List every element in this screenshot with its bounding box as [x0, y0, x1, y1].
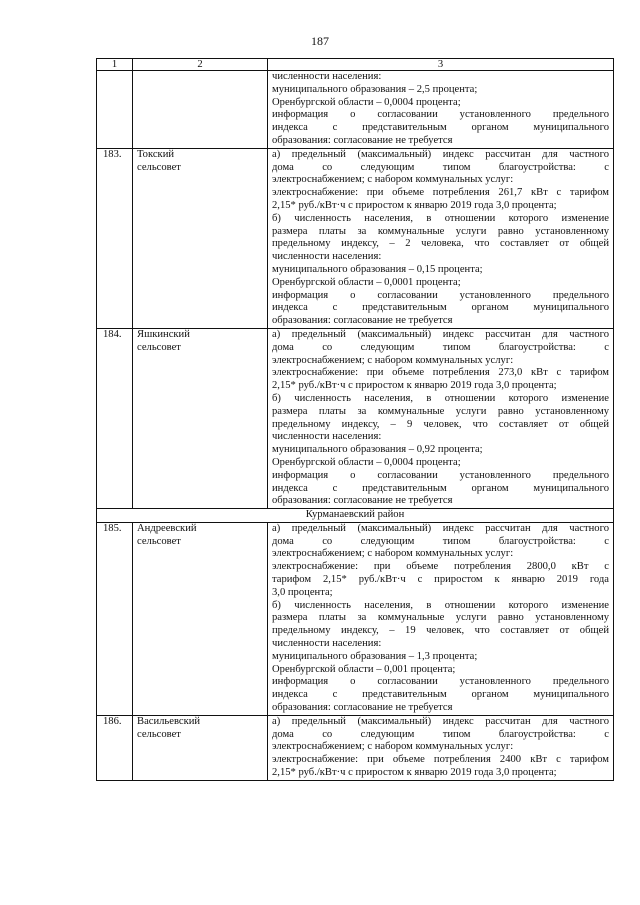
municipality-name-line: сельсовет: [137, 161, 181, 173]
description-line: индекса с представительным органом муниципального: [272, 302, 609, 314]
description-line: а) предельный (максимальный) индекс рассчитан для частного: [272, 148, 609, 160]
municipality-name-cell: [133, 71, 268, 149]
header-cell-1: 1: [97, 59, 133, 71]
description-line: индекса с представительным органом муниципального: [272, 689, 609, 701]
table-header-row: [97, 59, 614, 71]
table-row: [97, 715, 614, 780]
row-number: 185.: [97, 522, 133, 715]
description-line: муниципального образования – 1,3 процента;: [272, 650, 478, 662]
table-body: [97, 59, 614, 781]
description-cell: [268, 715, 614, 780]
district-row: [97, 509, 614, 523]
description-line: информация о согласовании установленного предельного: [272, 109, 609, 121]
description-line: дома со следующим типом благоустройства: с: [272, 535, 609, 547]
description-cell: [268, 71, 614, 149]
description-line: муниципального образования – 0,15 процента;: [272, 263, 483, 275]
page-number: 187: [311, 34, 329, 48]
municipality-name-line: сельсовет: [137, 341, 181, 353]
district-title: Курманаевский район: [97, 509, 614, 523]
description-line: 2,15* руб./кВт·ч с приростом к январю 2019 года 3,0 процента;: [272, 767, 557, 779]
municipality-name-line: сельсовет: [137, 728, 181, 740]
description-line: муниципального образования – 0,92 процента;: [272, 444, 483, 456]
description-line: электроснабжением; с набором коммунальных услуг:: [272, 741, 514, 753]
table-row: [97, 328, 614, 508]
description-line: Оренбургской области – 0,0004 процента;: [272, 456, 461, 468]
description-line: электроснабжением; с набором коммунальных услуг:: [272, 548, 514, 560]
table-row-continuation: [97, 71, 614, 149]
description-line: электроснабжение: при объеме потребления 261,7 кВт с тарифом: [272, 187, 609, 199]
description-line: предельному индексу, – 2 человека, что составляет от общей: [272, 238, 609, 250]
row-number: 183.: [97, 148, 133, 328]
description-line: дома со следующим типом благоустройства: с: [272, 341, 609, 353]
description-line: б) численность населения, в отношении которого изменение: [272, 599, 609, 611]
description-line: электроснабжением; с набором коммунальных услуг:: [272, 354, 514, 366]
description-line: электроснабжением; с набором коммунальных услуг:: [272, 174, 514, 186]
description-line: индекса с представительным органом муниципального: [272, 122, 609, 134]
header-cell-3: 3: [268, 59, 614, 71]
row-number: 186.: [97, 715, 133, 780]
description-cell: [268, 522, 614, 715]
description-line: размера платы за коммунальные услуги равно установленному: [272, 405, 609, 417]
description-line: электроснабжение: при объеме потребления 273,0 кВт с тарифом: [272, 367, 609, 379]
description-line: индекса с представительным органом муниципального: [272, 482, 609, 494]
description-line: а) предельный (максимальный) индекс рассчитан для частного: [272, 328, 609, 340]
table-row: [97, 522, 614, 715]
description-line: 3,0 процента;: [272, 586, 333, 598]
header-cell-2: 2: [133, 59, 268, 71]
description-line: 2,15* руб./кВт·ч с приростом к январю 2019 года 3,0 процента;: [272, 380, 557, 392]
description-line: предельному индексу, – 9 человек, что составляет от общей: [272, 418, 609, 430]
description-line: электроснабжение: при объеме потребления 2800,0 кВт с: [272, 561, 609, 573]
municipality-name-cell: [133, 715, 268, 780]
municipality-name-cell: [133, 328, 268, 508]
description-line: образования: согласование не требуется: [272, 702, 453, 714]
tariff-index-table: [96, 58, 614, 781]
description-line: 2,15* руб./кВт·ч с приростом к январю 2019 года 3,0 процента;: [272, 199, 557, 211]
description-line: б) численность населения, в отношении которого изменение: [272, 392, 609, 404]
description-line: образования: согласование не требуется: [272, 315, 453, 327]
municipality-name-cell: [133, 522, 268, 715]
description-line: информация о согласовании установленного предельного: [272, 469, 609, 481]
description-line: дома со следующим типом благоустройства: с: [272, 161, 609, 173]
description-line: образования: согласование не требуется: [272, 134, 453, 146]
municipality-name-cell: [133, 148, 268, 328]
municipality-name-line: Яшкинский: [137, 328, 190, 340]
description-line: численности населения:: [272, 71, 382, 82]
description-line: а) предельный (максимальный) индекс рассчитан для частного: [272, 522, 609, 534]
description-line: образования: согласование не требуется: [272, 495, 453, 507]
row-number: 184.: [97, 328, 133, 508]
description-line: дома со следующим типом благоустройства: с: [272, 728, 609, 740]
description-cell: [268, 148, 614, 328]
description-line: электроснабжение: при объеме потребления 2400 кВт с тарифом: [272, 754, 609, 766]
municipality-name-line: Андреевский: [137, 522, 197, 534]
description-line: информация о согласовании установленного предельного: [272, 289, 609, 301]
description-line: размера платы за коммунальные услуги равно установленному: [272, 225, 609, 237]
description-line: муниципального образования – 2,5 процента;: [272, 83, 478, 95]
row-number: [97, 71, 133, 149]
description-line: б) численность населения, в отношении которого изменение: [272, 212, 609, 224]
municipality-name-line: Токский: [137, 148, 175, 160]
description-line: размера платы за коммунальные услуги равно установленному: [272, 612, 609, 624]
description-line: численности населения:: [272, 431, 382, 443]
municipality-name-line: сельсовет: [137, 535, 181, 547]
description-line: информация о согласовании установленного предельного: [272, 676, 609, 688]
table-row: [97, 148, 614, 328]
description-line: предельному индексу, – 19 человек, что составляет от общей: [272, 625, 609, 637]
municipality-name-line: Васильевский: [137, 715, 201, 727]
description-line: тарифом 2,15* руб./кВт·ч с приростом к январю 2019 года: [272, 574, 609, 586]
description-line: Оренбургской области – 0,0001 процента;: [272, 276, 461, 288]
description-cell: [268, 328, 614, 508]
description-line: а) предельный (максимальный) индекс рассчитан для частного: [272, 715, 609, 727]
description-line: численности населения:: [272, 638, 382, 650]
description-line: Оренбургской области – 0,001 процента;: [272, 663, 456, 675]
description-line: Оренбургской области – 0,0004 процента;: [272, 96, 461, 108]
description-line: численности населения:: [272, 251, 382, 263]
